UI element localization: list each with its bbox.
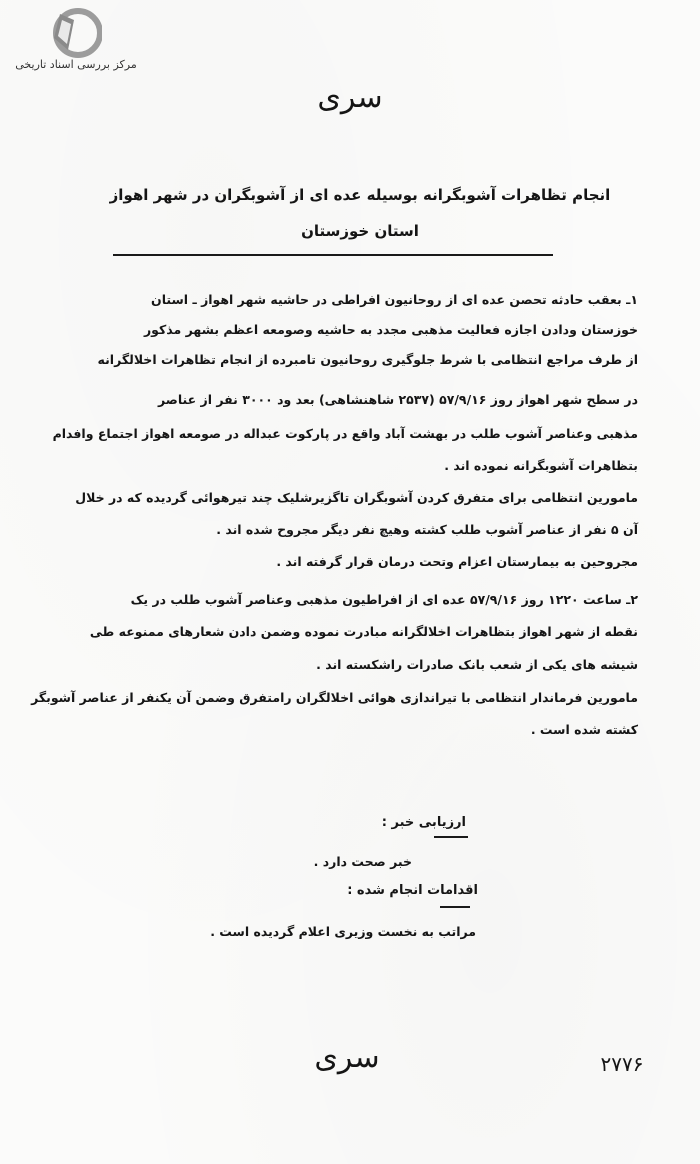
document-number: ۲۷۷۶ xyxy=(600,1052,644,1076)
document-title: انجام تظاهرات آشوبگرانه بوسیله عده ای از آشوبگران در شهر اهواز xyxy=(109,186,611,204)
body-line-1: ۱ـ بعقب حادثه تحصن عده ای از روحانیون افراطی در حاشیه شهر اهواز ـ استان xyxy=(151,292,638,307)
body-line-14: کشته شده است . xyxy=(530,722,638,737)
classification-bottom: سری xyxy=(314,1040,380,1075)
body-line-4: در سطح شهر اهواز روز ۵۷/۹/۱۶ (۲۵۳۷ شاهنشاهی) بعد ود ۳۰۰۰ نفر از عناصر xyxy=(158,392,638,407)
body-line-8: آن ۵ نفر از عناصر آشوب طلب کشته وهیچ نفر دیگر مجروح شده اند . xyxy=(216,522,638,537)
assessment-text: خبر صحت دارد . xyxy=(313,854,412,869)
document-subtitle: استان خوزستان xyxy=(301,222,419,240)
body-line-5: مذهبی وعناصر آشوب طلب در بهشت آباد واقع در پارکوت عبداله در صومعه اهواز اجتماع وافدام xyxy=(52,426,638,441)
body-line-10: ۲ـ ساعت ۱۲۲۰ روز ۵۷/۹/۱۶ عده ای از افراطیون مذهبی وعناصر آشوب طلب در یک xyxy=(130,592,638,607)
title-underline xyxy=(113,254,553,256)
logo-text: مرکز بررسی اسناد تاریخی xyxy=(15,58,137,71)
classification-top: سری xyxy=(317,80,383,115)
actions-underline xyxy=(440,906,470,908)
body-line-12: شیشه های یکی از شعب بانک صادرات راشکسته اند . xyxy=(316,657,638,672)
actions-label: اقدامات انجام شده : xyxy=(347,883,478,898)
body-line-13: مامورین فرماندار انتظامی با تیراندازی هوائی اخلالگران رامتفرق وضمن آن یکنفر از عناصر آشوبگر xyxy=(31,690,638,705)
actions-text: مراتب به نخست وزیری اعلام گردیده است . xyxy=(210,924,476,939)
body-line-2: خوزستان ودادن اجازه فعالیت مذهبی مجدد به حاشیه وصومعه اعظم بشهر مذکور xyxy=(143,322,638,337)
document-center-logo-icon xyxy=(38,8,102,58)
assessment-label: ارزیابی خبر : xyxy=(381,815,466,830)
body-line-3: از طرف مراجع انتظامی با شرط جلوگیری روحانیون تامبرده از انجام تظاهرات اخلالگرانه xyxy=(97,352,638,367)
body-line-6: بتظاهرات آشوبگرانه نموده اند . xyxy=(444,458,638,473)
assessment-underline xyxy=(434,836,468,838)
body-line-11: نقطه از شهر اهواز بتظاهرات اخلالگرانه مبادرت نموده وضمن دادن شعارهای ممنوعه طی xyxy=(89,624,638,639)
body-line-7: مامورین انتظامی برای متفرق کردن آشوبگران تاگزیرشلیک چند تیرهوائی گردیده که در خلال xyxy=(75,490,638,505)
body-line-9: مجروحین به بیمارستان اعزام وتحت درمان قرار گرفته اند . xyxy=(276,554,638,569)
